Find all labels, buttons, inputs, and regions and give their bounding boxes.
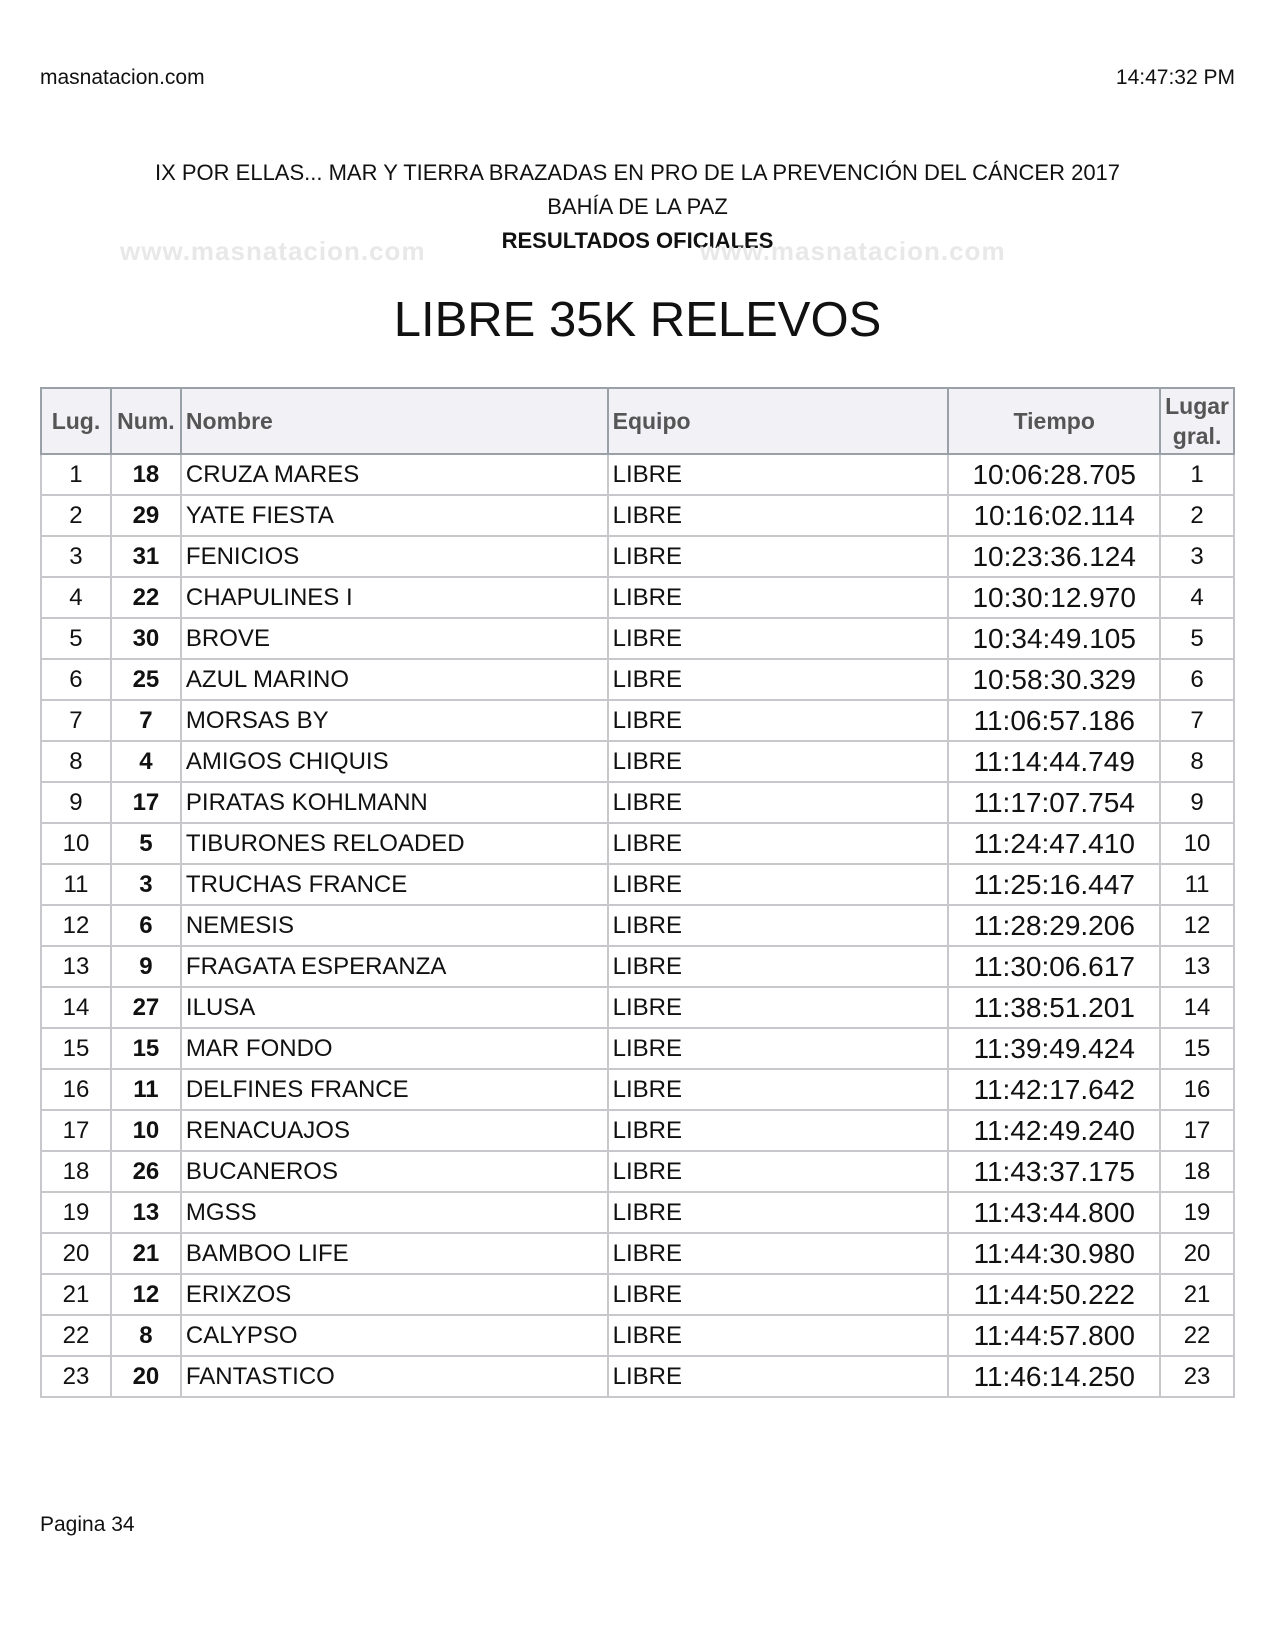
category: LIBRE	[608, 741, 949, 782]
category: LIBRE	[608, 1356, 949, 1397]
overall-place: 3	[1160, 536, 1234, 577]
table-row	[41, 864, 1234, 905]
team-name: AMIGOS CHIQUIS	[181, 741, 608, 782]
place: 15	[41, 1028, 111, 1069]
time: 10:30:12.970	[948, 577, 1160, 618]
bib-number: 11	[111, 1069, 181, 1110]
place: 12	[41, 905, 111, 946]
team-name: MORSAS BY	[181, 700, 608, 741]
place: 19	[41, 1192, 111, 1233]
print-time: 14:47:32 PM	[1115, 66, 1235, 89]
time: 11:43:44.800	[948, 1192, 1160, 1233]
category: LIBRE	[608, 1233, 949, 1274]
category: LIBRE	[608, 700, 949, 741]
overall-place: 2	[1160, 495, 1234, 536]
team-name: CALYPSO	[181, 1315, 608, 1356]
table-row	[41, 823, 1234, 864]
team-name: BUCANEROS	[181, 1151, 608, 1192]
category: LIBRE	[608, 495, 949, 536]
time: 11:44:57.800	[948, 1315, 1160, 1356]
bib-number: 15	[111, 1028, 181, 1069]
time: 11:06:57.186	[948, 700, 1160, 741]
table-row	[41, 700, 1234, 741]
table-row	[41, 1110, 1234, 1151]
time: 11:44:50.222	[948, 1274, 1160, 1315]
time: 11:30:06.617	[948, 946, 1160, 987]
overall-place: 4	[1160, 577, 1234, 618]
bib-number: 17	[111, 782, 181, 823]
bib-number: 20	[111, 1356, 181, 1397]
overall-place: 8	[1160, 741, 1234, 782]
table-row	[41, 1356, 1234, 1397]
place: 2	[41, 495, 111, 536]
team-name: ILUSA	[181, 987, 608, 1028]
bib-number: 31	[111, 536, 181, 577]
bib-number: 6	[111, 905, 181, 946]
overall-place: 7	[1160, 700, 1234, 741]
time: 11:42:17.642	[948, 1069, 1160, 1110]
category: LIBRE	[608, 577, 949, 618]
overall-place: 21	[1160, 1274, 1234, 1315]
team-name: MGSS	[181, 1192, 608, 1233]
team-name: TRUCHAS FRANCE	[181, 864, 608, 905]
category: LIBRE	[608, 946, 949, 987]
col-equipo: Equipo	[608, 388, 949, 454]
category: LIBRE	[608, 1151, 949, 1192]
time: 11:24:47.410	[948, 823, 1160, 864]
table-row	[41, 454, 1234, 495]
category: LIBRE	[608, 536, 949, 577]
overall-place: 16	[1160, 1069, 1234, 1110]
bib-number: 5	[111, 823, 181, 864]
bib-number: 9	[111, 946, 181, 987]
bib-number: 4	[111, 741, 181, 782]
overall-place: 9	[1160, 782, 1234, 823]
place: 22	[41, 1315, 111, 1356]
col-tiempo: Tiempo	[948, 388, 1160, 454]
table-row	[41, 659, 1234, 700]
bib-number: 12	[111, 1274, 181, 1315]
table-row	[41, 905, 1234, 946]
overall-place: 1	[1160, 454, 1234, 495]
place: 21	[41, 1274, 111, 1315]
col-nombre: Nombre	[181, 388, 608, 454]
time: 11:46:14.250	[948, 1356, 1160, 1397]
table-row	[41, 782, 1234, 823]
time: 10:58:30.329	[948, 659, 1160, 700]
team-name: ERIXZOS	[181, 1274, 608, 1315]
table-row	[41, 577, 1234, 618]
place: 13	[41, 946, 111, 987]
team-name: RENACUAJOS	[181, 1110, 608, 1151]
category: LIBRE	[608, 987, 949, 1028]
time: 10:06:28.705	[948, 454, 1160, 495]
venue: BAHÍA DE LA PAZ	[547, 194, 728, 219]
table-row	[41, 618, 1234, 659]
category: LIBRE	[608, 1110, 949, 1151]
overall-place: 22	[1160, 1315, 1234, 1356]
table-row	[41, 1069, 1234, 1110]
competition-title: IX POR ELLAS... MAR Y TIERRA BRAZADAS EN PRO DE LA PREVENCIÓN DEL CÁNCER 2017	[154, 160, 1121, 185]
page-number: Pagina 34	[40, 1513, 135, 1536]
time: 11:28:29.206	[948, 905, 1160, 946]
place: 4	[41, 577, 111, 618]
table-row	[41, 1151, 1234, 1192]
team-name: YATE FIESTA	[181, 495, 608, 536]
overall-place: 15	[1160, 1028, 1234, 1069]
category: LIBRE	[608, 1315, 949, 1356]
overall-place: 17	[1160, 1110, 1234, 1151]
time: 10:23:36.124	[948, 536, 1160, 577]
category: LIBRE	[608, 864, 949, 905]
col-lug: Lug.	[41, 388, 111, 454]
overall-place: 18	[1160, 1151, 1234, 1192]
bib-number: 18	[111, 454, 181, 495]
table-row	[41, 1233, 1234, 1274]
overall-place: 13	[1160, 946, 1234, 987]
overall-place: 5	[1160, 618, 1234, 659]
place: 7	[41, 700, 111, 741]
team-name: FANTASTICO	[181, 1356, 608, 1397]
place: 6	[41, 659, 111, 700]
table-row	[41, 536, 1234, 577]
place: 10	[41, 823, 111, 864]
team-name: PIRATAS KOHLMANN	[181, 782, 608, 823]
overall-place: 6	[1160, 659, 1234, 700]
team-name: BROVE	[181, 618, 608, 659]
table-row	[41, 1315, 1234, 1356]
results-label: RESULTADOS OFICIALES	[501, 228, 774, 253]
table-row	[41, 495, 1234, 536]
team-name: BAMBOO LIFE	[181, 1233, 608, 1274]
place: 17	[41, 1110, 111, 1151]
time: 11:38:51.201	[948, 987, 1160, 1028]
time: 11:43:37.175	[948, 1151, 1160, 1192]
bib-number: 10	[111, 1110, 181, 1151]
table-row	[41, 1192, 1234, 1233]
overall-place: 10	[1160, 823, 1234, 864]
team-name: FRAGATA ESPERANZA	[181, 946, 608, 987]
time: 11:42:49.240	[948, 1110, 1160, 1151]
category: LIBRE	[608, 454, 949, 495]
bib-number: 3	[111, 864, 181, 905]
time: 11:14:44.749	[948, 741, 1160, 782]
col-num: Num.	[111, 388, 181, 454]
place: 16	[41, 1069, 111, 1110]
category: LIBRE	[608, 618, 949, 659]
event-title: LIBRE 35K RELEVOS	[393, 293, 882, 347]
bib-number: 8	[111, 1315, 181, 1356]
overall-place: 14	[1160, 987, 1234, 1028]
table-row	[41, 1028, 1234, 1069]
bib-number: 22	[111, 577, 181, 618]
table-row	[41, 946, 1234, 987]
watermark: www.masnatacion.com	[700, 236, 1006, 266]
category: LIBRE	[608, 905, 949, 946]
team-name: CHAPULINES I	[181, 577, 608, 618]
category: LIBRE	[608, 1069, 949, 1110]
table-row	[41, 741, 1234, 782]
place: 14	[41, 987, 111, 1028]
time: 11:17:07.754	[948, 782, 1160, 823]
category: LIBRE	[608, 823, 949, 864]
watermark: www.masnatacion.com	[120, 236, 426, 266]
time: 11:44:30.980	[948, 1233, 1160, 1274]
site-name: masnatacion.com	[40, 66, 205, 89]
bib-number: 27	[111, 987, 181, 1028]
category: LIBRE	[608, 1028, 949, 1069]
category: LIBRE	[608, 1274, 949, 1315]
team-name: DELFINES FRANCE	[181, 1069, 608, 1110]
place: 20	[41, 1233, 111, 1274]
place: 11	[41, 864, 111, 905]
results-table	[40, 387, 1235, 1398]
bib-number: 21	[111, 1233, 181, 1274]
col-lugar-gral: Lugar gral.	[1160, 388, 1234, 454]
category: LIBRE	[608, 1192, 949, 1233]
team-name: AZUL MARINO	[181, 659, 608, 700]
overall-place: 11	[1160, 864, 1234, 905]
overall-place: 12	[1160, 905, 1234, 946]
team-name: CRUZA MARES	[181, 454, 608, 495]
overall-place: 19	[1160, 1192, 1234, 1233]
place: 18	[41, 1151, 111, 1192]
bib-number: 26	[111, 1151, 181, 1192]
place: 5	[41, 618, 111, 659]
place: 9	[41, 782, 111, 823]
place: 23	[41, 1356, 111, 1397]
bib-number: 29	[111, 495, 181, 536]
time: 10:16:02.114	[948, 495, 1160, 536]
place: 3	[41, 536, 111, 577]
time: 11:25:16.447	[948, 864, 1160, 905]
team-name: NEMESIS	[181, 905, 608, 946]
table-row	[41, 987, 1234, 1028]
bib-number: 30	[111, 618, 181, 659]
bib-number: 13	[111, 1192, 181, 1233]
bib-number: 25	[111, 659, 181, 700]
category: LIBRE	[608, 659, 949, 700]
category: LIBRE	[608, 782, 949, 823]
place: 8	[41, 741, 111, 782]
time: 10:34:49.105	[948, 618, 1160, 659]
team-name: FENICIOS	[181, 536, 608, 577]
overall-place: 20	[1160, 1233, 1234, 1274]
table-row	[41, 1274, 1234, 1315]
overall-place: 23	[1160, 1356, 1234, 1397]
place: 1	[41, 454, 111, 495]
team-name: MAR FONDO	[181, 1028, 608, 1069]
team-name: TIBURONES RELOADED	[181, 823, 608, 864]
time: 11:39:49.424	[948, 1028, 1160, 1069]
bib-number: 7	[111, 700, 181, 741]
